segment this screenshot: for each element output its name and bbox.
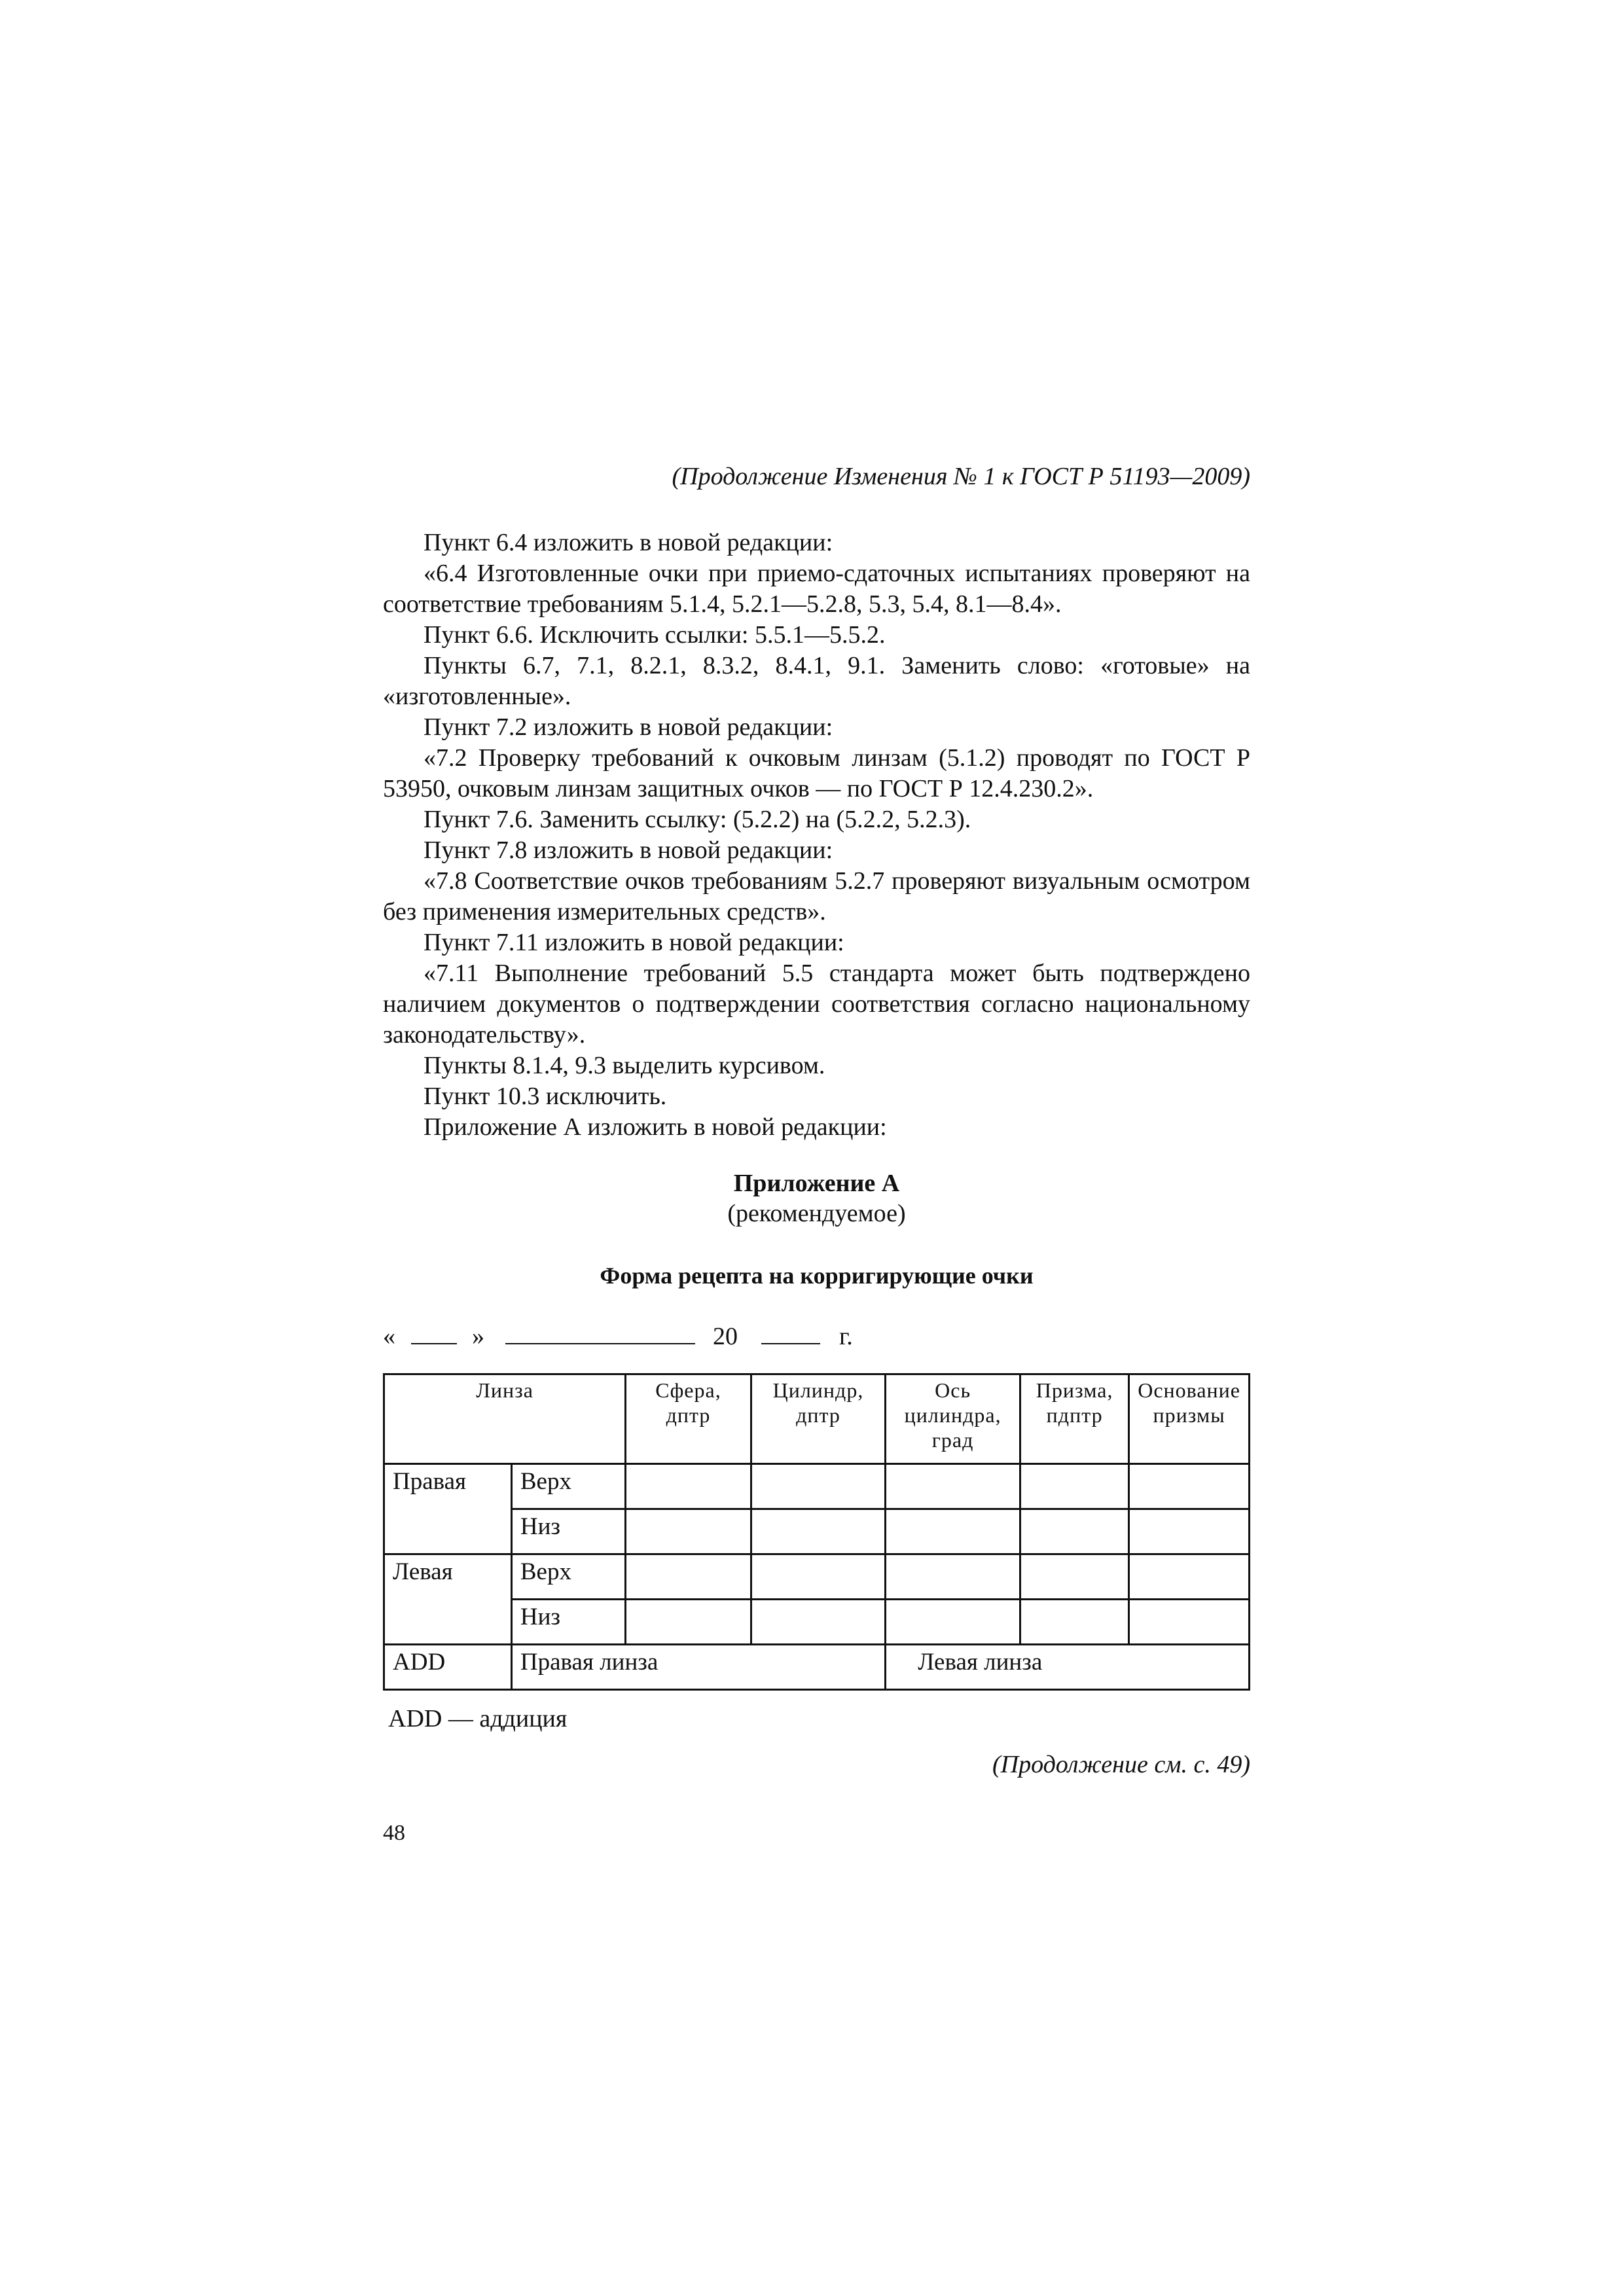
cell-prism-base[interactable] (1129, 1554, 1250, 1600)
table-row (384, 1509, 1250, 1554)
cell-axis[interactable] (886, 1554, 1020, 1600)
header-lens: Линза (384, 1374, 626, 1464)
cell-cylinder[interactable] (751, 1600, 885, 1645)
table-row (384, 1600, 1250, 1645)
paragraph: Пункты 6.7, 7.1, 8.2.1, 8.3.2, 8.4.1, 9.1. Заменить слово: «готовые» на «изготовленные». (383, 652, 1250, 710)
paragraph: «7.11 Выполнение требований 5.5 стандарта может быть подтверждено наличием документов о подтверждении соответствия согласно национальному законодательству». (383, 960, 1250, 1049)
month-blank[interactable] (505, 1323, 695, 1344)
continued-note: (Продолжение см. с. 49) (992, 1751, 1250, 1778)
add-left-lens[interactable]: Левая линза (886, 1645, 1250, 1690)
cell-axis[interactable] (886, 1600, 1020, 1645)
add-right-lens[interactable]: Правая линза (511, 1645, 885, 1690)
year-prefix: 20 (713, 1323, 738, 1350)
cell-prism-base[interactable] (1129, 1509, 1250, 1554)
table-footnote: ADD — аддиция (388, 1705, 568, 1732)
row-label-bottom: Низ (511, 1509, 625, 1554)
year-blank[interactable] (761, 1323, 820, 1344)
cell-prism[interactable] (1020, 1554, 1129, 1600)
cell-cylinder[interactable] (751, 1464, 885, 1509)
cell-sphere[interactable] (626, 1509, 751, 1554)
add-label: ADD (384, 1645, 512, 1690)
paragraph: «7.8 Соответствие очков требованиям 5.2.7 проверяют визуальным осмотром без применения измерительных средств». (383, 867, 1250, 925)
prescription-table (383, 1373, 1250, 1691)
cell-prism[interactable] (1020, 1509, 1129, 1554)
header-cylinder: Цилиндр, дптр (751, 1374, 885, 1464)
header-sphere: Сфера, дптр (626, 1374, 751, 1464)
cell-sphere[interactable] (626, 1600, 751, 1645)
paragraph: Пункт 7.8 изложить в новой редакции: (424, 836, 833, 864)
paragraph: Пункт 6.4 изложить в новой редакции: (424, 529, 833, 556)
cell-sphere[interactable] (626, 1554, 751, 1600)
row-label-right: Правая (384, 1464, 512, 1554)
header-prism-base: Основание призмы (1129, 1374, 1250, 1464)
cell-prism[interactable] (1020, 1600, 1129, 1645)
year-suffix: г. (839, 1323, 853, 1350)
date-line (383, 1322, 853, 1351)
paragraph: «7.2 Проверку требований к очковым линзам (5.1.2) проводят по ГОСТ Р 53950, очковым линзам защитных очков — по ГОСТ Р 12.4.230.2». (383, 744, 1250, 802)
paragraph: Пункт 7.11 изложить в новой редакции: (424, 929, 844, 956)
running-head: (Продолжение Изменения № 1 к ГОСТ Р 51193—2009) (672, 463, 1250, 490)
table-row (384, 1554, 1250, 1600)
paragraph: Пункт 10.3 исключить. (424, 1083, 667, 1110)
paragraph: Пункт 6.6. Исключить ссылки: 5.5.1—5.5.2. (424, 621, 886, 649)
cell-cylinder[interactable] (751, 1554, 885, 1600)
date-open-quote: « (383, 1323, 395, 1350)
day-blank[interactable] (411, 1323, 457, 1344)
paragraph: Пункт 7.6. Заменить ссылку: (5.2.2) на (5.2.2, 5.2.3). (424, 806, 971, 833)
table-row (384, 1464, 1250, 1509)
table-header-row (384, 1374, 1250, 1464)
cell-prism-base[interactable] (1129, 1600, 1250, 1645)
date-close-quote: » (472, 1323, 484, 1350)
paragraph: «6.4 Изготовленные очки при приемо-сдаточных испытаниях проверяют на соответствие требованиям 5.1.4, 5.2.1—5.2.8, 5.3, 5.4, 8.1—8.4». (383, 560, 1250, 618)
row-label-left: Левая (384, 1554, 512, 1645)
cell-prism[interactable] (1020, 1464, 1129, 1509)
row-label-bottom: Низ (511, 1600, 625, 1645)
add-row (384, 1645, 1250, 1690)
row-label-top: Верх (511, 1464, 625, 1509)
paragraph: Приложение А изложить в новой редакции: (424, 1113, 887, 1141)
row-label-top: Верх (511, 1554, 625, 1600)
appendix-subtitle: (рекомендуемое) (727, 1200, 906, 1227)
cell-axis[interactable] (886, 1509, 1020, 1554)
paragraph: Пункт 7.2 изложить в новой редакции: (424, 713, 833, 741)
cell-prism-base[interactable] (1129, 1464, 1250, 1509)
header-axis: Ось цилиндра, град (886, 1374, 1020, 1464)
page-number: 48 (383, 1821, 405, 1845)
amendment-text (383, 528, 1250, 1143)
paragraph: Пункты 8.1.4, 9.3 выделить курсивом. (424, 1052, 825, 1079)
cell-sphere[interactable] (626, 1464, 751, 1509)
header-prism: Призма, пдптр (1020, 1374, 1129, 1464)
cell-axis[interactable] (886, 1464, 1020, 1509)
appendix-title: Приложение А (733, 1170, 900, 1197)
form-title: Форма рецепта на корригирующие очки (600, 1263, 1034, 1289)
cell-cylinder[interactable] (751, 1509, 885, 1554)
